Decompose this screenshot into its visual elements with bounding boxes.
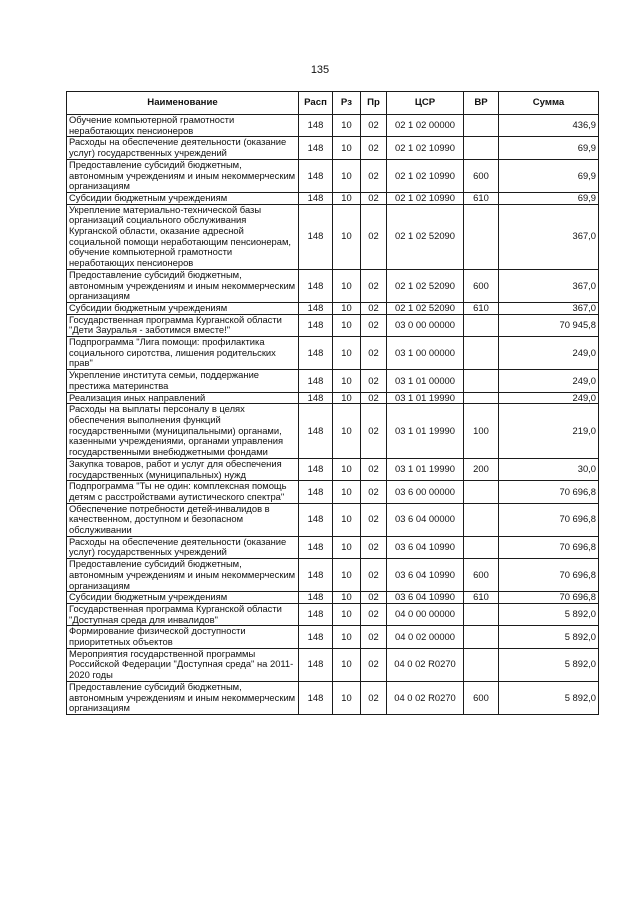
- cell-rasp: 148: [299, 603, 333, 625]
- cell-rz: 10: [333, 204, 361, 269]
- cell-rasp: 148: [299, 137, 333, 159]
- cell-rz: 10: [333, 314, 361, 336]
- cell-rz: 10: [333, 192, 361, 204]
- cell-csr: 03 1 01 19990: [387, 404, 464, 459]
- cell-sum: 367,0: [499, 204, 599, 269]
- table-row: [67, 392, 599, 404]
- cell-pr: 02: [361, 481, 387, 503]
- cell-csr: 03 6 04 10990: [387, 536, 464, 558]
- cell-vr: [464, 204, 499, 269]
- cell-csr: 02 1 02 52090: [387, 302, 464, 314]
- cell-vr: 200: [464, 458, 499, 480]
- cell-pr: 02: [361, 392, 387, 404]
- cell-pr: 02: [361, 458, 387, 480]
- cell-rz: 10: [333, 115, 361, 137]
- cell-csr: 02 1 02 10990: [387, 159, 464, 192]
- cell-rz: 10: [333, 648, 361, 681]
- cell-name: Субсидии бюджетным учреждениям: [67, 302, 299, 314]
- cell-vr: [464, 503, 499, 536]
- cell-vr: 610: [464, 302, 499, 314]
- cell-csr: 02 1 02 00000: [387, 115, 464, 137]
- cell-sum: 70 696,8: [499, 559, 599, 592]
- cell-vr: 600: [464, 559, 499, 592]
- header-name: Наименование: [67, 92, 299, 115]
- cell-sum: 70 696,8: [499, 481, 599, 503]
- cell-sum: 70 945,8: [499, 314, 599, 336]
- cell-rz: 10: [333, 137, 361, 159]
- cell-csr: 04 0 02 R0270: [387, 648, 464, 681]
- cell-name: Укрепление материально-технической базы организаций социального обслуживания Курганской области, оказание адресной социальной помощи неработающим пенсионерам, обучение компьютерной грамотности неработающих пенсионеров: [67, 204, 299, 269]
- cell-vr: [464, 314, 499, 336]
- cell-csr: 03 0 00 00000: [387, 314, 464, 336]
- header-rz: Рз: [333, 92, 361, 115]
- cell-sum: 70 696,8: [499, 503, 599, 536]
- cell-sum: 5 892,0: [499, 603, 599, 625]
- cell-pr: 02: [361, 192, 387, 204]
- cell-sum: 5 892,0: [499, 648, 599, 681]
- header-row: [67, 92, 599, 115]
- cell-rz: 10: [333, 592, 361, 604]
- table-row: [67, 648, 599, 681]
- cell-name: Подпрограмма "Ты не один: комплексная помощь детям с расстройствами аутистического спектра": [67, 481, 299, 503]
- cell-vr: [464, 603, 499, 625]
- cell-pr: 02: [361, 681, 387, 714]
- cell-name: Предоставление субсидий бюджетным, автономным учреждениям и иным некоммерческим организациям: [67, 159, 299, 192]
- cell-name: Субсидии бюджетным учреждениям: [67, 192, 299, 204]
- table-row: [67, 559, 599, 592]
- cell-pr: 02: [361, 592, 387, 604]
- cell-rasp: 148: [299, 648, 333, 681]
- cell-rz: 10: [333, 302, 361, 314]
- table-row: [67, 159, 599, 192]
- cell-rz: 10: [333, 681, 361, 714]
- cell-pr: 02: [361, 503, 387, 536]
- cell-sum: 69,9: [499, 137, 599, 159]
- cell-sum: 30,0: [499, 458, 599, 480]
- table-row: [67, 314, 599, 336]
- table-body: [67, 115, 599, 715]
- cell-vr: 600: [464, 681, 499, 714]
- cell-name: Государственная программа Курганской области "Дети Зауралья - заботимся вместе!": [67, 314, 299, 336]
- cell-rasp: 148: [299, 302, 333, 314]
- budget-table: [66, 91, 599, 715]
- cell-csr: 03 6 04 00000: [387, 503, 464, 536]
- cell-sum: 249,0: [499, 370, 599, 392]
- cell-name: Предоставление субсидий бюджетным, автономным учреждениям и иным некоммерческим организациям: [67, 681, 299, 714]
- cell-pr: 02: [361, 648, 387, 681]
- cell-rasp: 148: [299, 536, 333, 558]
- table-row: [67, 481, 599, 503]
- cell-csr: 03 6 00 00000: [387, 481, 464, 503]
- cell-rasp: 148: [299, 458, 333, 480]
- cell-rasp: 148: [299, 337, 333, 370]
- cell-sum: 5 892,0: [499, 626, 599, 648]
- cell-rasp: 148: [299, 314, 333, 336]
- cell-rasp: 148: [299, 626, 333, 648]
- cell-sum: 219,0: [499, 404, 599, 459]
- cell-pr: 02: [361, 626, 387, 648]
- cell-sum: 436,9: [499, 115, 599, 137]
- cell-rz: 10: [333, 159, 361, 192]
- cell-vr: [464, 481, 499, 503]
- table-row: [67, 681, 599, 714]
- cell-vr: [464, 648, 499, 681]
- cell-csr: 02 1 02 52090: [387, 204, 464, 269]
- header-pr: Пр: [361, 92, 387, 115]
- cell-pr: 02: [361, 370, 387, 392]
- cell-pr: 02: [361, 337, 387, 370]
- cell-name: Предоставление субсидий бюджетным, автономным учреждениям и иным некоммерческим организациям: [67, 559, 299, 592]
- cell-rz: 10: [333, 481, 361, 503]
- cell-name: Подпрограмма "Лига помощи: профилактика социального сиротства, лишения родительских прав": [67, 337, 299, 370]
- table-row: [67, 503, 599, 536]
- cell-sum: 5 892,0: [499, 681, 599, 714]
- cell-name: Предоставление субсидий бюджетным, автономным учреждениям и иным некоммерческим организациям: [67, 269, 299, 302]
- cell-name: Государственная программа Курганской области "Доступная среда для инвалидов": [67, 603, 299, 625]
- cell-pr: 02: [361, 269, 387, 302]
- cell-pr: 02: [361, 603, 387, 625]
- cell-vr: [464, 536, 499, 558]
- table-row: [67, 269, 599, 302]
- cell-rasp: 148: [299, 269, 333, 302]
- cell-rasp: 148: [299, 681, 333, 714]
- cell-rz: 10: [333, 370, 361, 392]
- cell-vr: [464, 370, 499, 392]
- cell-sum: 69,9: [499, 159, 599, 192]
- cell-csr: 03 1 01 19990: [387, 458, 464, 480]
- cell-csr: 03 1 00 00000: [387, 337, 464, 370]
- cell-name: Обучение компьютерной грамотности неработающих пенсионеров: [67, 115, 299, 137]
- cell-rasp: 148: [299, 192, 333, 204]
- cell-name: Мероприятия государственной программы Российской Федерации "Доступная среда" на 2011-2020 годы: [67, 648, 299, 681]
- cell-rz: 10: [333, 626, 361, 648]
- cell-vr: 610: [464, 192, 499, 204]
- cell-csr: 02 1 02 10990: [387, 192, 464, 204]
- cell-sum: 367,0: [499, 302, 599, 314]
- cell-csr: 03 6 04 10990: [387, 559, 464, 592]
- cell-vr: [464, 137, 499, 159]
- cell-sum: 70 696,8: [499, 536, 599, 558]
- cell-name: Реализация иных направлений: [67, 392, 299, 404]
- cell-vr: [464, 626, 499, 648]
- cell-name: Обеспечение потребности детей-инвалидов в качественном, доступном и безопасном обслуживании: [67, 503, 299, 536]
- cell-pr: 02: [361, 404, 387, 459]
- cell-csr: 03 1 01 00000: [387, 370, 464, 392]
- cell-rasp: 148: [299, 204, 333, 269]
- cell-rz: 10: [333, 269, 361, 302]
- cell-sum: 70 696,8: [499, 592, 599, 604]
- cell-csr: 02 1 02 52090: [387, 269, 464, 302]
- cell-name: Формирование физической доступности приоритетных объектов: [67, 626, 299, 648]
- cell-sum: 69,9: [499, 192, 599, 204]
- cell-pr: 02: [361, 536, 387, 558]
- table-row: [67, 626, 599, 648]
- cell-csr: 04 0 02 R0270: [387, 681, 464, 714]
- cell-pr: 02: [361, 204, 387, 269]
- cell-csr: 03 1 01 19990: [387, 392, 464, 404]
- cell-csr: 02 1 02 10990: [387, 137, 464, 159]
- cell-name: Расходы на выплаты персоналу в целях обеспечения выполнения функций государственными (муниципальными) органами, казенными учреждениями, органами управления государственными внебюджетными фондами: [67, 404, 299, 459]
- cell-rz: 10: [333, 458, 361, 480]
- cell-rasp: 148: [299, 481, 333, 503]
- cell-pr: 02: [361, 115, 387, 137]
- cell-pr: 02: [361, 137, 387, 159]
- cell-rasp: 148: [299, 159, 333, 192]
- table-row: [67, 115, 599, 137]
- table-row: [67, 302, 599, 314]
- cell-pr: 02: [361, 159, 387, 192]
- cell-vr: [464, 392, 499, 404]
- cell-rasp: 148: [299, 559, 333, 592]
- cell-csr: 04 0 00 00000: [387, 603, 464, 625]
- table-row: [67, 536, 599, 558]
- table-row: [67, 204, 599, 269]
- cell-name: Расходы на обеспечение деятельности (оказание услуг) государственных учреждений: [67, 137, 299, 159]
- cell-vr: 600: [464, 269, 499, 302]
- table-row: [67, 592, 599, 604]
- cell-name: Укрепление института семьи, поддержание престижа материнства: [67, 370, 299, 392]
- cell-vr: 600: [464, 159, 499, 192]
- header-csr: ЦСР: [387, 92, 464, 115]
- cell-pr: 02: [361, 559, 387, 592]
- cell-name: Расходы на обеспечение деятельности (оказание услуг) государственных учреждений: [67, 536, 299, 558]
- cell-rasp: 148: [299, 592, 333, 604]
- cell-rasp: 148: [299, 404, 333, 459]
- cell-rz: 10: [333, 536, 361, 558]
- cell-rz: 10: [333, 559, 361, 592]
- cell-pr: 02: [361, 302, 387, 314]
- cell-name: Закупка товаров, работ и услуг для обеспечения государственных (муниципальных) нужд: [67, 458, 299, 480]
- cell-rasp: 148: [299, 115, 333, 137]
- cell-rz: 10: [333, 503, 361, 536]
- table-row: [67, 603, 599, 625]
- header-sum: Сумма: [499, 92, 599, 115]
- table-row: [67, 370, 599, 392]
- cell-csr: 03 6 04 10990: [387, 592, 464, 604]
- cell-rz: 10: [333, 404, 361, 459]
- cell-vr: [464, 115, 499, 137]
- cell-vr: [464, 337, 499, 370]
- page-number: 135: [310, 64, 330, 76]
- cell-rz: 10: [333, 603, 361, 625]
- header-vr: ВР: [464, 92, 499, 115]
- cell-rasp: 148: [299, 503, 333, 536]
- cell-vr: 100: [464, 404, 499, 459]
- cell-sum: 249,0: [499, 337, 599, 370]
- cell-csr: 04 0 02 00000: [387, 626, 464, 648]
- table-row: [67, 458, 599, 480]
- cell-rz: 10: [333, 392, 361, 404]
- table-row: [67, 337, 599, 370]
- cell-sum: 367,0: [499, 269, 599, 302]
- table-row: [67, 192, 599, 204]
- cell-pr: 02: [361, 314, 387, 336]
- cell-rasp: 148: [299, 392, 333, 404]
- header-rasp: Расп: [299, 92, 333, 115]
- cell-sum: 249,0: [499, 392, 599, 404]
- cell-rz: 10: [333, 337, 361, 370]
- table-row: [67, 137, 599, 159]
- cell-name: Субсидии бюджетным учреждениям: [67, 592, 299, 604]
- cell-rasp: 148: [299, 370, 333, 392]
- cell-vr: 610: [464, 592, 499, 604]
- table-row: [67, 404, 599, 459]
